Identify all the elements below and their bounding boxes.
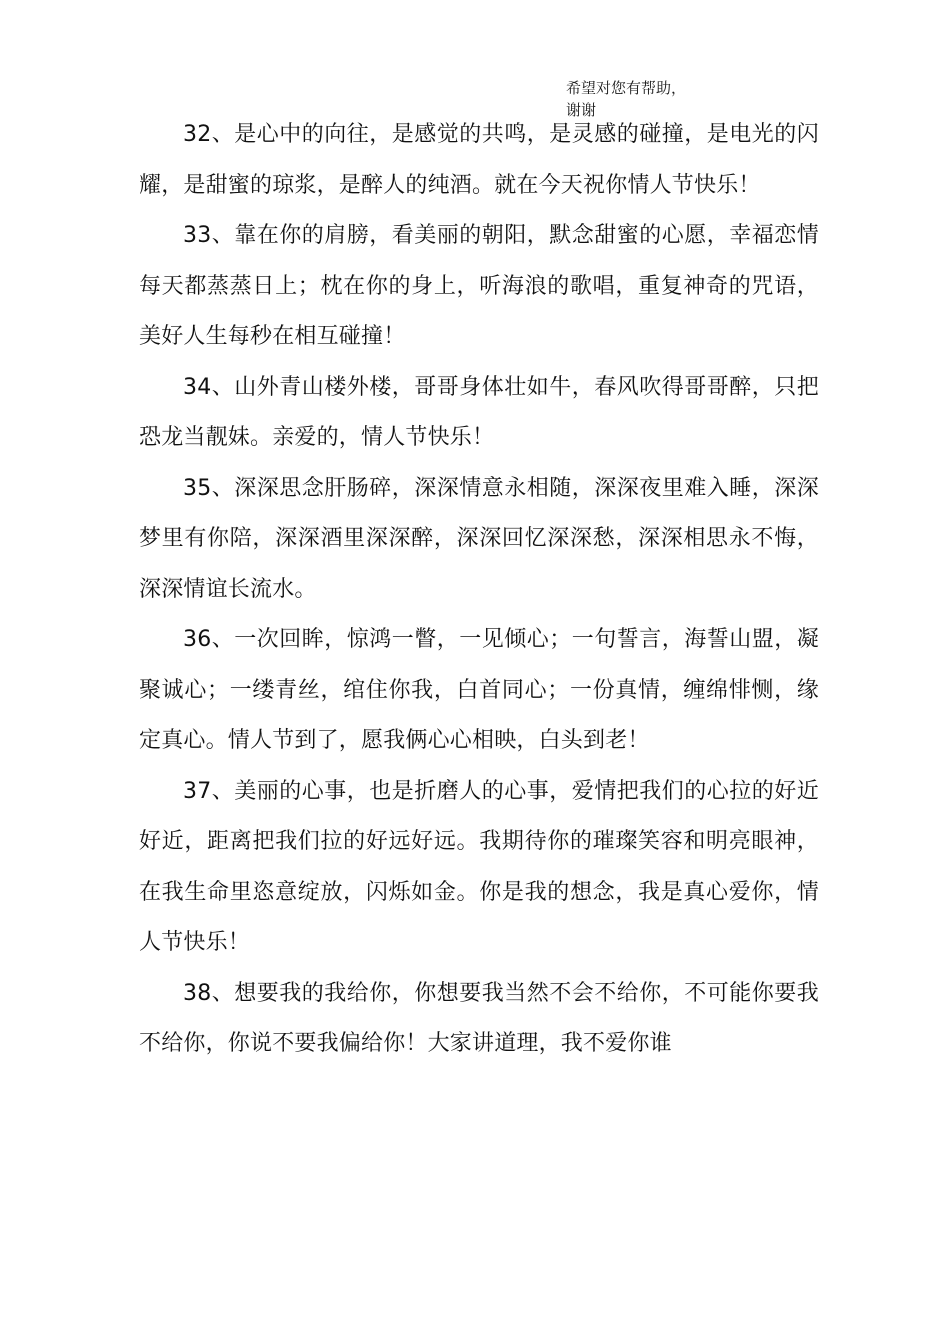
paragraph-36: 36、一次回眸，惊鸿一瞥，一见倾心；一句誓言，海誓山盟，凝聚诚心；一缕青丝，绾住你我，白首同心；一份真情，缠绵悱恻，缘定真心。情人节到了，愿我俩心心相映，白头到老！ bbox=[139, 627, 819, 753]
paragraph-34: 34、山外青山楼外楼，哥哥身体壮如牛，春风吹得哥哥醉，只把恐龙当靓妹。亲爱的，情人节快乐！ bbox=[139, 374, 819, 450]
header-note-line1: 希望对您有帮助， bbox=[566, 79, 687, 97]
document-body bbox=[139, 110, 819, 1070]
paragraph-38: 38、想要我的我给你，你想要我当然不会不给你，不可能你要我不给你，你说不要我偏给你！大家讲道理，我不爱你谁 bbox=[139, 980, 819, 1056]
paragraph-33: 33、靠在你的肩膀，看美丽的朝阳，默念甜蜜的心愿，幸福恋情每天都蒸蒸日上；枕在你的身上，听海浪的歌唱，重复神奇的咒语，美好人生每秒在相互碰撞！ bbox=[139, 223, 819, 349]
paragraph-35: 35、深深思念肝肠碎，深深情意永相随，深深夜里难入睡，深深梦里有你陪，深深酒里深深醉，深深回忆深深愁，深深相思永不悔，深深情谊长流水。 bbox=[139, 475, 819, 602]
paragraph-32: 32、是心中的向往，是感觉的共鸣，是灵感的碰撞，是电光的闪耀，是甜蜜的琼浆，是醉人的纯酒。就在今天祝你情人节快乐！ bbox=[139, 122, 819, 198]
header-note-line2: 谢谢 bbox=[566, 101, 597, 119]
paragraph-37: 37、美丽的心事，也是折磨人的心事，爱情把我们的心拉的好近好近，距离把我们拉的好远好远。我期待你的璀璨笑容和明亮眼神，在我生命里恣意绽放，闪烁如金。你是我的想念，我是真心爱你，情人节快乐！ bbox=[139, 778, 819, 955]
